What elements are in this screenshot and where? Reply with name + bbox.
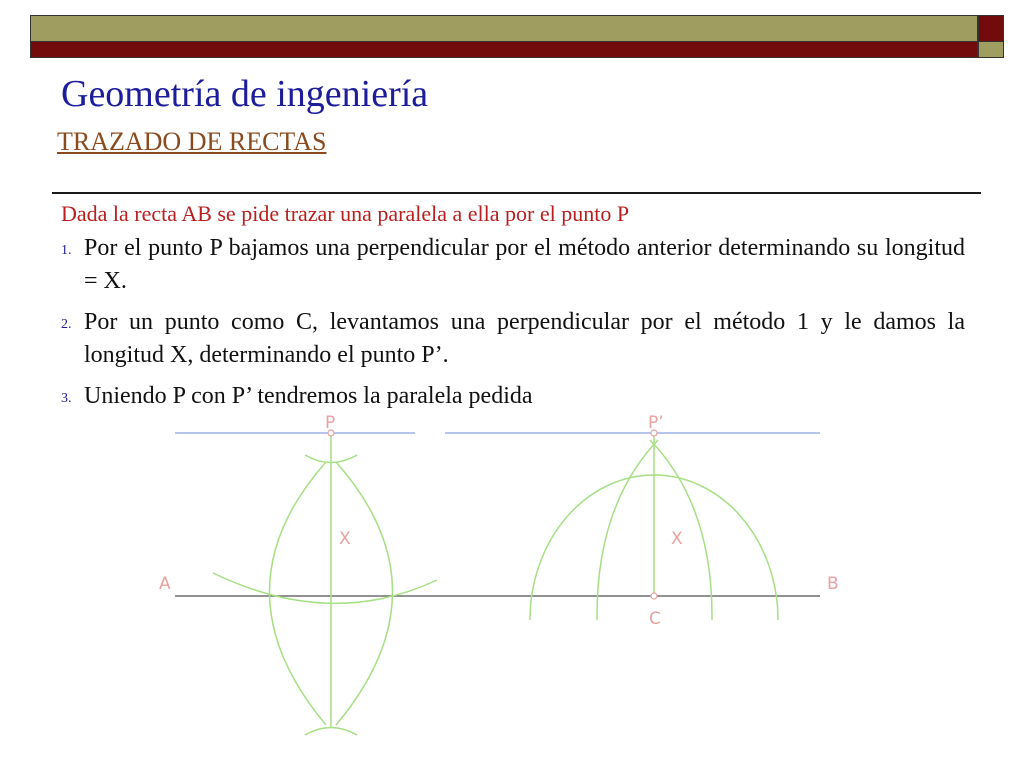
step-number: 1. <box>61 243 72 258</box>
step-text: Uniendo P con P’ tendremos la paralela pedida <box>84 383 533 409</box>
problem-statement: Dada la recta AB se pide trazar una paralela a ella por el punto P <box>61 201 630 226</box>
label-x-right: X <box>671 529 683 549</box>
label-b: B <box>827 574 839 594</box>
slide-subtitle: TRAZADO DE RECTAS <box>57 127 327 156</box>
intersection-mark-bottom <box>305 728 357 736</box>
label-p: P <box>325 413 336 433</box>
slide-title: Geometría de ingeniería <box>61 73 429 115</box>
construction-arc-center <box>213 573 437 603</box>
step-text: Por el punto P bajamos una perpendicular por el método anterior determinando su longitud = X. <box>84 235 965 294</box>
label-c: C <box>649 609 661 629</box>
label-p-prime: P’ <box>648 413 664 433</box>
construction-arc-left-2 <box>597 440 658 620</box>
step-text: Por un punto como C, levantamos una perpendicular por el método 1 y le damos la longitud X, determinando el punto P’. <box>84 309 965 368</box>
step-number: 2. <box>61 317 72 332</box>
point-c-marker <box>651 593 657 599</box>
label-x-left: X <box>339 529 351 549</box>
construction-arc-right <box>336 462 393 725</box>
construction-arc-left <box>270 462 327 725</box>
label-a: A <box>159 574 171 594</box>
step-number: 3. <box>61 391 72 406</box>
